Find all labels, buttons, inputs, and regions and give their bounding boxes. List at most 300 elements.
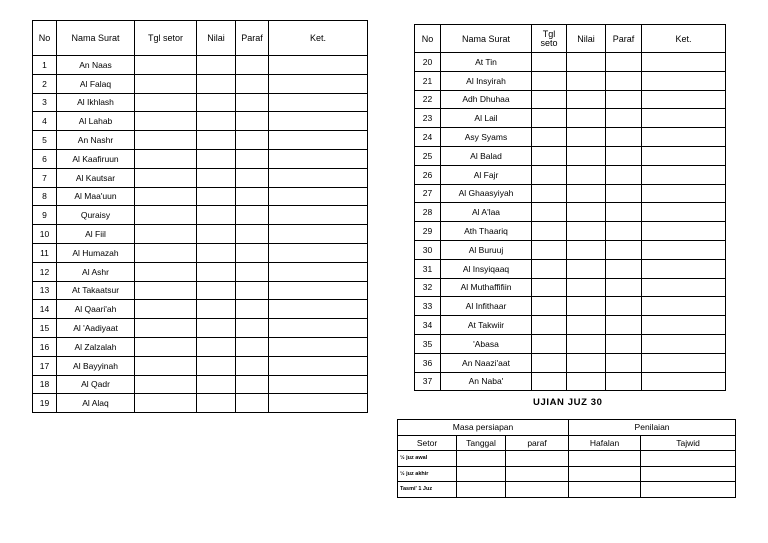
notes-cell[interactable] — [642, 184, 726, 203]
row-number: 6 — [33, 149, 57, 168]
initials-cell[interactable] — [606, 259, 642, 278]
deposit-date-cell[interactable] — [135, 206, 197, 225]
initials-cell[interactable] — [236, 281, 269, 300]
exam-setor-label: ½ juz awal — [398, 451, 457, 467]
row-number: 15 — [33, 319, 57, 338]
notes-cell[interactable] — [642, 297, 726, 316]
surah-row — [33, 112, 368, 131]
initials-cell[interactable] — [606, 90, 642, 109]
score-cell[interactable] — [197, 281, 236, 300]
initials-cell[interactable] — [606, 146, 642, 165]
deposit-date-cell[interactable] — [532, 128, 567, 147]
surah-name: Al Zalzalah — [57, 337, 135, 356]
exam-tajwid-cell[interactable] — [641, 466, 736, 482]
row-number: 35 — [415, 334, 441, 353]
row-number: 33 — [415, 297, 441, 316]
initials-cell[interactable] — [236, 187, 269, 206]
surah-table-right — [414, 24, 726, 391]
surah-name: Asy Syams — [441, 128, 532, 147]
surah-row — [415, 222, 726, 241]
exam-setor-label: ½ juz akhir — [398, 466, 457, 482]
surah-row — [33, 93, 368, 112]
deposit-date-cell[interactable] — [135, 168, 197, 187]
initials-cell[interactable] — [606, 372, 642, 391]
row-number: 32 — [415, 278, 441, 297]
surah-name: Al 'Aadiyaat — [57, 319, 135, 338]
deposit-date-cell[interactable] — [532, 184, 567, 203]
deposit-date-cell[interactable] — [135, 149, 197, 168]
score-cell[interactable] — [197, 56, 236, 75]
surah-row — [33, 187, 368, 206]
score-cell[interactable] — [567, 278, 606, 297]
surah-name: Al Ikhlash — [57, 93, 135, 112]
notes-cell[interactable] — [269, 168, 368, 187]
row-number: 14 — [33, 300, 57, 319]
initials-cell[interactable] — [606, 184, 642, 203]
notes-cell[interactable] — [269, 56, 368, 75]
deposit-date-cell[interactable] — [135, 356, 197, 375]
row-number: 21 — [415, 71, 441, 90]
surah-name: Adh Dhuhaa — [441, 90, 532, 109]
deposit-date-cell[interactable] — [135, 243, 197, 262]
surah-name: Ath Thaariq — [441, 222, 532, 241]
surah-row — [415, 90, 726, 109]
deposit-date-cell[interactable] — [135, 375, 197, 394]
initials-cell[interactable] — [236, 243, 269, 262]
row-number: 36 — [415, 353, 441, 372]
surah-row — [33, 149, 368, 168]
deposit-date-cell[interactable] — [135, 74, 197, 93]
header-deposit-date — [532, 25, 567, 53]
row-number: 31 — [415, 259, 441, 278]
exam-column-header-row — [398, 435, 736, 451]
initials-cell[interactable] — [606, 297, 642, 316]
row-number: 10 — [33, 225, 57, 244]
deposit-date-cell[interactable] — [532, 222, 567, 241]
surah-row — [33, 74, 368, 93]
surah-row — [415, 297, 726, 316]
surah-row — [415, 259, 726, 278]
row-number: 19 — [33, 394, 57, 413]
notes-cell[interactable] — [269, 356, 368, 375]
initials-cell[interactable] — [606, 334, 642, 353]
surah-row — [415, 165, 726, 184]
header-surah-name: Nama Surat — [57, 21, 135, 56]
initials-cell[interactable] — [236, 206, 269, 225]
exam-header-setor: Setor — [398, 435, 457, 451]
exam-initials-cell[interactable] — [506, 482, 569, 498]
deposit-date-cell[interactable] — [135, 187, 197, 206]
deposit-date-cell[interactable] — [532, 278, 567, 297]
deposit-date-cell[interactable] — [135, 93, 197, 112]
row-number: 8 — [33, 187, 57, 206]
score-cell[interactable] — [197, 131, 236, 150]
initials-cell[interactable] — [236, 300, 269, 319]
score-cell[interactable] — [567, 372, 606, 391]
initials-cell[interactable] — [606, 353, 642, 372]
initials-cell[interactable] — [606, 165, 642, 184]
exam-memorization-cell[interactable] — [569, 466, 641, 482]
row-number: 3 — [33, 93, 57, 112]
score-cell[interactable] — [197, 262, 236, 281]
initials-cell[interactable] — [236, 56, 269, 75]
notes-cell[interactable] — [269, 206, 368, 225]
surah-name: 'Abasa — [441, 334, 532, 353]
surah-row — [415, 146, 726, 165]
surah-name: Al A'laa — [441, 203, 532, 222]
surah-row — [33, 356, 368, 375]
row-number: 18 — [33, 375, 57, 394]
surah-row — [33, 281, 368, 300]
notes-cell[interactable] — [269, 74, 368, 93]
notes-cell[interactable] — [269, 337, 368, 356]
surah-table-left — [32, 20, 368, 413]
row-number: 17 — [33, 356, 57, 375]
surah-name: Al Infithaar — [441, 297, 532, 316]
row-number: 26 — [415, 165, 441, 184]
score-cell[interactable] — [197, 319, 236, 338]
deposit-date-cell[interactable] — [135, 300, 197, 319]
score-cell[interactable] — [567, 146, 606, 165]
row-number: 30 — [415, 240, 441, 259]
notes-cell[interactable] — [642, 222, 726, 241]
exam-initials-cell[interactable] — [506, 466, 569, 482]
surah-row — [33, 225, 368, 244]
initials-cell[interactable] — [606, 71, 642, 90]
table-header-row — [415, 25, 726, 53]
deposit-date-cell[interactable] — [532, 165, 567, 184]
initials-cell[interactable] — [236, 394, 269, 413]
exam-date-cell[interactable] — [457, 482, 506, 498]
surah-row — [415, 353, 726, 372]
exam-row — [398, 466, 736, 482]
exam-memorization-cell[interactable] — [569, 451, 641, 467]
header-no: No — [33, 21, 57, 56]
deposit-date-cell[interactable] — [532, 372, 567, 391]
initials-cell[interactable] — [606, 203, 642, 222]
deposit-date-cell[interactable] — [532, 71, 567, 90]
row-number: 7 — [33, 168, 57, 187]
surah-row — [33, 262, 368, 281]
surah-name: Al Kautsar — [57, 168, 135, 187]
surah-name: Al Fajr — [441, 165, 532, 184]
score-cell[interactable] — [197, 149, 236, 168]
initials-cell[interactable] — [236, 149, 269, 168]
score-cell[interactable] — [567, 165, 606, 184]
exam-header-initials: paraf — [506, 435, 569, 451]
surah-name: Al Lail — [441, 109, 532, 128]
surah-row — [33, 319, 368, 338]
score-cell[interactable] — [567, 203, 606, 222]
surah-name: Al Qaari'ah — [57, 300, 135, 319]
notes-cell[interactable] — [269, 225, 368, 244]
row-number: 1 — [33, 56, 57, 75]
deposit-date-cell[interactable] — [135, 112, 197, 131]
surah-name: At Takwiir — [441, 316, 532, 335]
score-cell[interactable] — [197, 375, 236, 394]
surah-row — [415, 128, 726, 147]
row-number: 27 — [415, 184, 441, 203]
row-number: 16 — [33, 337, 57, 356]
exam-header-tajwid: Tajwid — [641, 435, 736, 451]
surah-name: Al Fiil — [57, 225, 135, 244]
deposit-date-cell[interactable] — [532, 146, 567, 165]
header-notes: Ket. — [269, 21, 368, 56]
initials-cell[interactable] — [236, 375, 269, 394]
surah-name: An Nashr — [57, 131, 135, 150]
score-cell[interactable] — [197, 394, 236, 413]
deposit-date-cell[interactable] — [135, 281, 197, 300]
initials-cell[interactable] — [236, 112, 269, 131]
score-cell[interactable] — [567, 90, 606, 109]
header-no: No — [415, 25, 441, 53]
notes-cell[interactable] — [269, 149, 368, 168]
initials-cell[interactable] — [606, 240, 642, 259]
surah-name: Al Lahab — [57, 112, 135, 131]
deposit-date-cell[interactable] — [532, 297, 567, 316]
surah-row — [415, 109, 726, 128]
score-cell[interactable] — [197, 300, 236, 319]
surah-name: Al Kaafiruun — [57, 149, 135, 168]
notes-cell[interactable] — [642, 259, 726, 278]
notes-cell[interactable] — [642, 53, 726, 72]
notes-cell[interactable] — [642, 165, 726, 184]
initials-cell[interactable] — [236, 225, 269, 244]
header-deposit-date: Tgl setor — [135, 21, 197, 56]
score-cell[interactable] — [197, 243, 236, 262]
initials-cell[interactable] — [606, 316, 642, 335]
notes-cell[interactable] — [642, 71, 726, 90]
header-surah-name: Nama Surat — [441, 25, 532, 53]
deposit-date-cell[interactable] — [532, 334, 567, 353]
deposit-date-cell[interactable] — [532, 316, 567, 335]
row-number: 5 — [33, 131, 57, 150]
surah-name: An Naba' — [441, 372, 532, 391]
score-cell[interactable] — [197, 74, 236, 93]
score-cell[interactable] — [197, 187, 236, 206]
exam-setor-label: Tasmi' 1 Juz — [398, 482, 457, 498]
surah-name: Al Balad — [441, 146, 532, 165]
initials-cell[interactable] — [236, 337, 269, 356]
notes-cell[interactable] — [642, 278, 726, 297]
notes-cell[interactable] — [269, 319, 368, 338]
surah-row — [33, 206, 368, 225]
row-number: 29 — [415, 222, 441, 241]
exam-tajwid-cell[interactable] — [641, 451, 736, 467]
surah-row — [415, 278, 726, 297]
row-number: 22 — [415, 90, 441, 109]
score-cell[interactable] — [197, 337, 236, 356]
notes-cell[interactable] — [269, 262, 368, 281]
score-cell[interactable] — [197, 93, 236, 112]
initials-cell[interactable] — [236, 168, 269, 187]
notes-cell[interactable] — [642, 353, 726, 372]
exam-memorization-cell[interactable] — [569, 482, 641, 498]
row-number: 2 — [33, 74, 57, 93]
notes-cell[interactable] — [642, 90, 726, 109]
exam-header-date: Tanggal — [457, 435, 506, 451]
exam-tajwid-cell[interactable] — [641, 482, 736, 498]
surah-name: Al Muthaffifiin — [441, 278, 532, 297]
score-cell[interactable] — [567, 353, 606, 372]
deposit-date-cell[interactable] — [532, 259, 567, 278]
surah-row — [415, 240, 726, 259]
score-cell[interactable] — [567, 128, 606, 147]
header-score: Nilai — [567, 25, 606, 53]
score-cell[interactable] — [567, 259, 606, 278]
header-notes: Ket. — [642, 25, 726, 53]
initials-cell[interactable] — [236, 356, 269, 375]
surah-name: Quraisy — [57, 206, 135, 225]
initials-cell[interactable] — [236, 93, 269, 112]
notes-cell[interactable] — [269, 300, 368, 319]
row-number: 11 — [33, 243, 57, 262]
deposit-date-cell[interactable] — [135, 131, 197, 150]
surah-row — [33, 243, 368, 262]
score-cell[interactable] — [567, 334, 606, 353]
row-number: 37 — [415, 372, 441, 391]
row-number: 25 — [415, 146, 441, 165]
notes-cell[interactable] — [642, 334, 726, 353]
surah-name: An Naas — [57, 56, 135, 75]
row-number: 28 — [415, 203, 441, 222]
surah-name: Al Ghaasyiyah — [441, 184, 532, 203]
row-number: 12 — [33, 262, 57, 281]
surah-row — [33, 56, 368, 75]
score-cell[interactable] — [197, 206, 236, 225]
header-deposit-date-line2: seto — [540, 37, 558, 48]
score-cell[interactable] — [567, 53, 606, 72]
deposit-date-cell[interactable] — [135, 225, 197, 244]
surah-name: An Naazi'aat — [441, 353, 532, 372]
notes-cell[interactable] — [642, 316, 726, 335]
initials-cell[interactable] — [236, 74, 269, 93]
row-number: 24 — [415, 128, 441, 147]
header-score: Nilai — [197, 21, 236, 56]
surah-row — [33, 131, 368, 150]
notes-cell[interactable] — [269, 281, 368, 300]
surah-row — [415, 334, 726, 353]
notes-cell[interactable] — [642, 372, 726, 391]
deposit-date-cell[interactable] — [135, 319, 197, 338]
deposit-date-cell[interactable] — [532, 353, 567, 372]
surah-name: Al Humazah — [57, 243, 135, 262]
surah-row — [33, 300, 368, 319]
surah-row — [33, 375, 368, 394]
score-cell[interactable] — [197, 225, 236, 244]
surah-row — [415, 316, 726, 335]
notes-cell[interactable] — [269, 187, 368, 206]
exam-title: UJIAN JUZ 30 — [533, 397, 603, 408]
notes-cell[interactable] — [642, 146, 726, 165]
initials-cell[interactable] — [606, 109, 642, 128]
initials-cell[interactable] — [236, 131, 269, 150]
notes-cell[interactable] — [269, 375, 368, 394]
notes-cell[interactable] — [642, 128, 726, 147]
deposit-date-cell[interactable] — [135, 262, 197, 281]
row-number: 20 — [415, 53, 441, 72]
header-initials: Paraf — [606, 25, 642, 53]
row-number: 9 — [33, 206, 57, 225]
deposit-date-cell[interactable] — [532, 109, 567, 128]
score-cell[interactable] — [567, 109, 606, 128]
surah-name: At Takaatsur — [57, 281, 135, 300]
deposit-date-cell[interactable] — [532, 53, 567, 72]
notes-cell[interactable] — [642, 203, 726, 222]
initials-cell[interactable] — [236, 319, 269, 338]
score-cell[interactable] — [197, 356, 236, 375]
initials-cell[interactable] — [236, 262, 269, 281]
initials-cell[interactable] — [606, 53, 642, 72]
deposit-date-cell[interactable] — [135, 394, 197, 413]
initials-cell[interactable] — [606, 278, 642, 297]
exam-assessment-group-header: Penilaian — [569, 420, 736, 436]
surah-name: Al Maa'uun — [57, 187, 135, 206]
deposit-date-cell[interactable] — [532, 240, 567, 259]
score-cell[interactable] — [197, 168, 236, 187]
surah-name: Al Qadr — [57, 375, 135, 394]
score-cell[interactable] — [197, 112, 236, 131]
exam-date-cell[interactable] — [457, 451, 506, 467]
notes-cell[interactable] — [269, 131, 368, 150]
score-cell[interactable] — [567, 316, 606, 335]
initials-cell[interactable] — [606, 222, 642, 241]
header-initials: Paraf — [236, 21, 269, 56]
surah-row — [415, 203, 726, 222]
surah-row — [415, 372, 726, 391]
score-cell[interactable] — [567, 240, 606, 259]
notes-cell[interactable] — [269, 93, 368, 112]
header-deposit-date-line1: Tgl — [542, 28, 556, 39]
exam-initials-cell[interactable] — [506, 451, 569, 467]
deposit-date-cell[interactable] — [532, 90, 567, 109]
table-header-row — [33, 21, 368, 56]
surah-name: Al Ashr — [57, 262, 135, 281]
row-number: 23 — [415, 109, 441, 128]
score-cell[interactable] — [567, 184, 606, 203]
exam-header-memorization: Hafalan — [569, 435, 641, 451]
deposit-date-cell[interactable] — [135, 337, 197, 356]
surah-row — [33, 337, 368, 356]
deposit-date-cell[interactable] — [135, 56, 197, 75]
surah-name: Al Insyirah — [441, 71, 532, 90]
notes-cell[interactable] — [269, 243, 368, 262]
surah-row — [415, 71, 726, 90]
notes-cell[interactable] — [642, 240, 726, 259]
deposit-date-cell[interactable] — [532, 203, 567, 222]
score-cell[interactable] — [567, 222, 606, 241]
surah-row — [415, 184, 726, 203]
surah-name: Al Falaq — [57, 74, 135, 93]
surah-row — [33, 168, 368, 187]
initials-cell[interactable] — [606, 128, 642, 147]
exam-prep-group-header: Masa persiapan — [398, 420, 569, 436]
exam-row — [398, 482, 736, 498]
score-cell[interactable] — [567, 297, 606, 316]
surah-row — [415, 53, 726, 72]
surah-name: Al Insyiqaaq — [441, 259, 532, 278]
exam-date-cell[interactable] — [457, 466, 506, 482]
notes-cell[interactable] — [642, 109, 726, 128]
exam-row — [398, 451, 736, 467]
surah-name: At Tin — [441, 53, 532, 72]
exam-table — [397, 419, 736, 498]
notes-cell[interactable] — [269, 394, 368, 413]
notes-cell[interactable] — [269, 112, 368, 131]
surah-name: Al Alaq — [57, 394, 135, 413]
score-cell[interactable] — [567, 71, 606, 90]
surah-name: Al Buruuj — [441, 240, 532, 259]
